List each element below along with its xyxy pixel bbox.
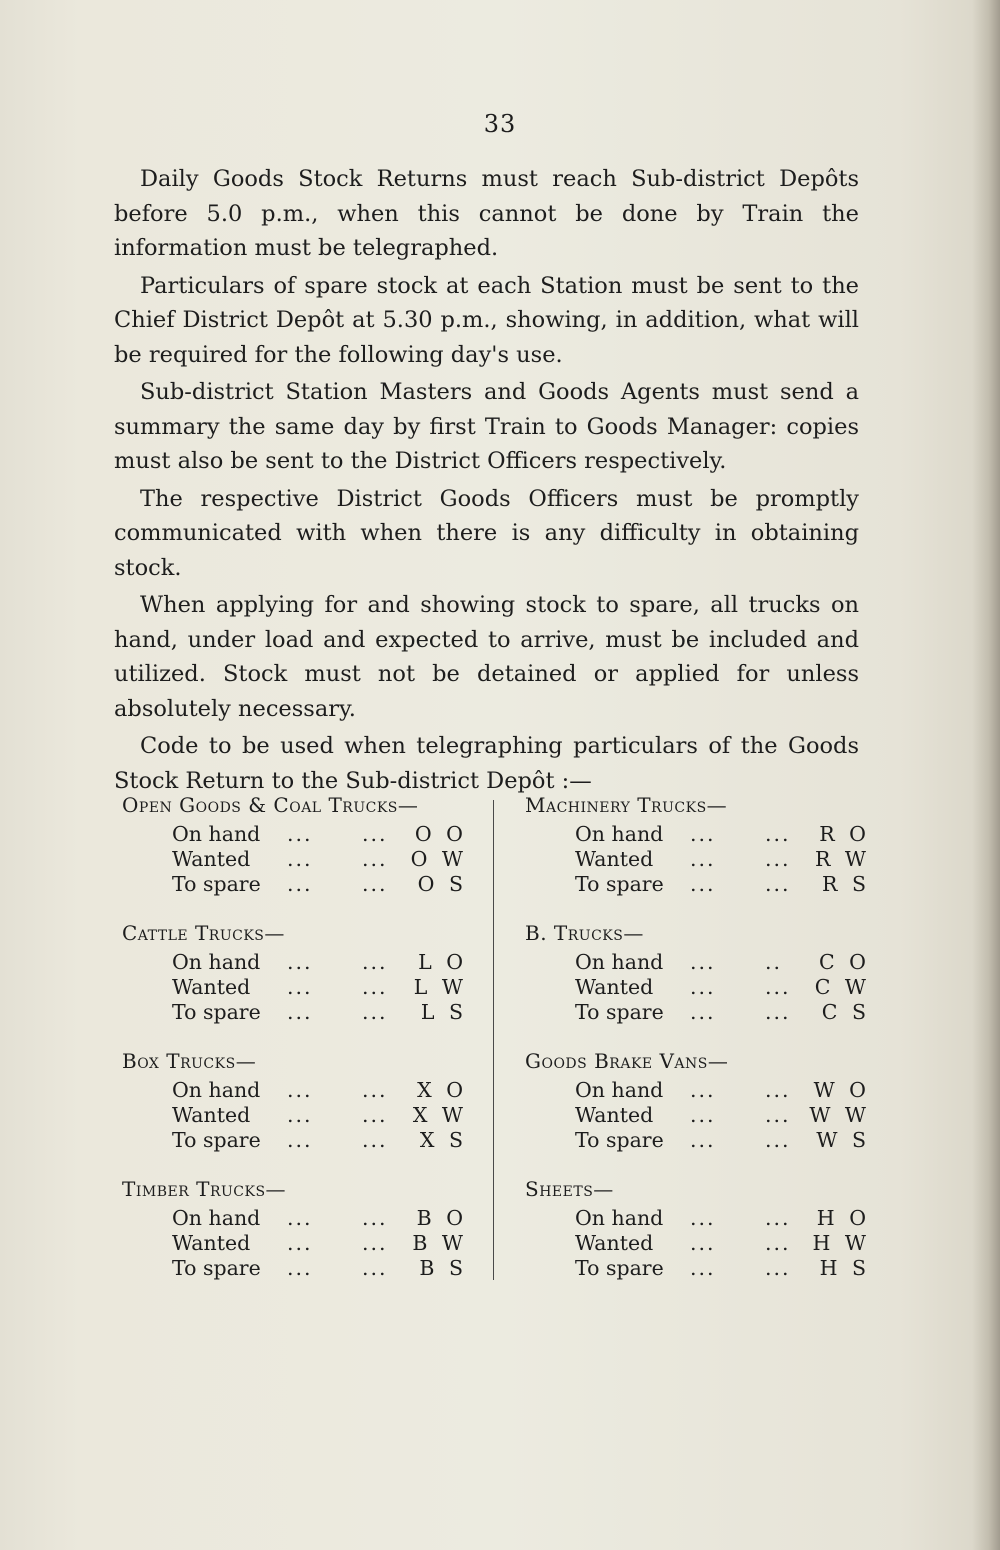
row-label: To spare xyxy=(172,1256,261,1280)
code-value: C O xyxy=(818,950,870,974)
code-value: W S xyxy=(816,1128,870,1152)
leader-dots: ... xyxy=(765,847,791,871)
row-label: Wanted xyxy=(172,847,251,871)
code-group xyxy=(525,788,870,916)
code-value: L W xyxy=(413,975,467,999)
leader-dots: ... xyxy=(765,1231,791,1255)
code-value: R S xyxy=(822,872,870,896)
leader-dots: ... xyxy=(690,1103,716,1127)
code-value: R O xyxy=(819,822,870,846)
code-row xyxy=(122,1078,467,1103)
code-row xyxy=(525,1000,870,1025)
code-value: O W xyxy=(410,847,467,871)
row-label: Wanted xyxy=(575,847,654,871)
leader-dots: ... xyxy=(287,872,313,896)
group-title: Open Goods & Coal Trucks— xyxy=(122,793,419,817)
telegraph-code-table xyxy=(120,788,870,1288)
row-label: On hand xyxy=(575,1206,664,1230)
code-row xyxy=(122,1256,467,1281)
code-row xyxy=(525,1231,870,1256)
group-title: Timber Trucks— xyxy=(122,1177,287,1201)
leader-dots: ... xyxy=(287,1128,313,1152)
group-title: Machinery Trucks— xyxy=(525,793,728,817)
code-value: L S xyxy=(420,1000,467,1024)
code-value: R W xyxy=(814,847,870,871)
row-label: To spare xyxy=(575,1000,664,1024)
leader-dots: ... xyxy=(765,1000,791,1024)
leader-dots: ... xyxy=(287,847,313,871)
row-label: On hand xyxy=(172,822,261,846)
row-label: To spare xyxy=(575,872,664,896)
leader-dots: ... xyxy=(690,1231,716,1255)
code-row xyxy=(122,847,467,872)
row-label: To spare xyxy=(575,1256,664,1280)
leader-dots: ... xyxy=(287,1103,313,1127)
code-row xyxy=(122,1000,467,1025)
row-label: Wanted xyxy=(575,975,654,999)
code-row xyxy=(122,1128,467,1153)
leader-dots: ... xyxy=(765,1103,791,1127)
code-row xyxy=(525,1206,870,1231)
code-row xyxy=(122,1231,467,1256)
leader-dots: ... xyxy=(765,1206,791,1230)
leader-dots: ... xyxy=(287,822,313,846)
page-edge-shadow xyxy=(972,0,1000,1550)
code-row xyxy=(525,822,870,847)
leader-dots: ... xyxy=(362,1256,388,1280)
row-label: To spare xyxy=(172,1000,261,1024)
paragraph: Code to be used when telegraphing particulars of the Goods Stock Return to the Sub-district Depôt :— xyxy=(114,733,859,794)
leader-dots: .. xyxy=(765,950,783,974)
leader-dots: ... xyxy=(690,950,716,974)
code-value: C W xyxy=(814,975,870,999)
code-group xyxy=(122,916,467,1044)
leader-dots: ... xyxy=(362,1206,388,1230)
code-row xyxy=(122,872,467,897)
code-row xyxy=(525,1078,870,1103)
code-row xyxy=(525,950,870,975)
leader-dots: ... xyxy=(362,847,388,871)
leader-dots: ... xyxy=(362,1078,388,1102)
code-row xyxy=(122,822,467,847)
row-label: On hand xyxy=(172,950,261,974)
code-value: B W xyxy=(412,1231,467,1255)
code-value: H O xyxy=(816,1206,870,1230)
row-label: On hand xyxy=(575,822,664,846)
left-code-column xyxy=(122,788,467,1300)
row-label: On hand xyxy=(575,1078,664,1102)
leader-dots: ... xyxy=(287,1206,313,1230)
code-group xyxy=(525,1044,870,1172)
code-value: H W xyxy=(812,1231,870,1255)
code-value: W W xyxy=(809,1103,870,1127)
paragraph: The respective District Goods Officers must be promptly communicated with when there is any difficulty in obtaining stock. xyxy=(114,485,859,581)
column-divider xyxy=(493,800,494,1280)
leader-dots: ... xyxy=(287,1078,313,1102)
code-row xyxy=(525,1103,870,1128)
paragraph: Sub-district Station Masters and Goods Agents must send a summary the same day by first Train to Goods Manager: copies must also be sent to the District Officers respectively. xyxy=(114,379,859,474)
paragraph: Daily Goods Stock Returns must reach Sub-district Depôts before 5.0 p.m., when this cannot be done by Train the information must be telegraphed. xyxy=(114,166,859,261)
row-label: Wanted xyxy=(172,1103,251,1127)
group-title: Box Trucks— xyxy=(122,1049,257,1073)
row-label: On hand xyxy=(172,1206,261,1230)
code-value: B O xyxy=(416,1206,467,1230)
row-label: Wanted xyxy=(575,1231,654,1255)
leader-dots: ... xyxy=(362,1103,388,1127)
leader-dots: ... xyxy=(362,1231,388,1255)
row-label: Wanted xyxy=(172,1231,251,1255)
row-label: Wanted xyxy=(575,1103,654,1127)
row-label: On hand xyxy=(172,1078,261,1102)
leader-dots: ... xyxy=(287,1231,313,1255)
leader-dots: ... xyxy=(362,822,388,846)
code-value: X W xyxy=(412,1103,467,1127)
leader-dots: ... xyxy=(287,950,313,974)
group-title: Cattle Trucks— xyxy=(122,921,285,945)
right-code-column xyxy=(525,788,870,1300)
leader-dots: ... xyxy=(362,950,388,974)
row-label: To spare xyxy=(575,1128,664,1152)
code-value: C S xyxy=(821,1000,870,1024)
code-group xyxy=(525,1172,870,1300)
row-label: To spare xyxy=(172,872,261,896)
code-row xyxy=(525,975,870,1000)
leader-dots: ... xyxy=(287,1256,313,1280)
code-row xyxy=(122,1103,467,1128)
leader-dots: ... xyxy=(362,1128,388,1152)
leader-dots: ... xyxy=(765,1128,791,1152)
leader-dots: ... xyxy=(690,847,716,871)
page-number: 33 xyxy=(483,110,517,138)
code-value: H S xyxy=(819,1256,870,1280)
leader-dots: ... xyxy=(765,872,791,896)
code-value: B S xyxy=(419,1256,467,1280)
leader-dots: ... xyxy=(690,1206,716,1230)
leader-dots: ... xyxy=(362,975,388,999)
paragraph: Particulars of spare stock at each Station must be sent to the Chief District Depôt at 5.30 p.m., showing, in addition, what will be required for the following day's use. xyxy=(114,272,859,368)
code-value: O S xyxy=(417,872,467,896)
leader-dots: ... xyxy=(287,1000,313,1024)
code-row xyxy=(122,950,467,975)
leader-dots: ... xyxy=(765,822,791,846)
code-row xyxy=(525,847,870,872)
leader-dots: ... xyxy=(690,1078,716,1102)
code-group xyxy=(525,916,870,1044)
leader-dots: ... xyxy=(287,975,313,999)
leader-dots: ... xyxy=(765,1078,791,1102)
code-group xyxy=(122,1172,467,1300)
code-group xyxy=(122,788,467,916)
row-label: Wanted xyxy=(172,975,251,999)
paragraph: When applying for and showing stock to spare, all trucks on hand, under load and expected to arrive, must be included and utilized. Stock must not be detained or applied for unless absolutely necessary. xyxy=(114,592,859,722)
leader-dots: ... xyxy=(765,1256,791,1280)
leader-dots: ... xyxy=(765,975,791,999)
code-group xyxy=(122,1044,467,1172)
code-row xyxy=(525,1128,870,1153)
code-value: O O xyxy=(414,822,467,846)
leader-dots: ... xyxy=(690,872,716,896)
leader-dots: ... xyxy=(690,1128,716,1152)
code-row xyxy=(122,1206,467,1231)
group-title: Sheets— xyxy=(525,1177,614,1201)
leader-dots: ... xyxy=(362,1000,388,1024)
leader-dots: ... xyxy=(690,1256,716,1280)
group-title: B. Trucks— xyxy=(525,921,644,945)
body-text xyxy=(114,162,859,798)
row-label: On hand xyxy=(575,950,664,974)
code-row xyxy=(525,872,870,897)
leader-dots: ... xyxy=(690,822,716,846)
leader-dots: ... xyxy=(690,975,716,999)
code-row xyxy=(525,1256,870,1281)
leader-dots: ... xyxy=(690,1000,716,1024)
code-value: X O xyxy=(417,1078,467,1102)
code-value: L O xyxy=(418,950,467,974)
code-row xyxy=(122,975,467,1000)
leader-dots: ... xyxy=(362,872,388,896)
code-value: X S xyxy=(419,1128,467,1152)
row-label: To spare xyxy=(172,1128,261,1152)
group-title: Goods Brake Vans— xyxy=(525,1049,729,1073)
code-value: W O xyxy=(813,1078,870,1102)
